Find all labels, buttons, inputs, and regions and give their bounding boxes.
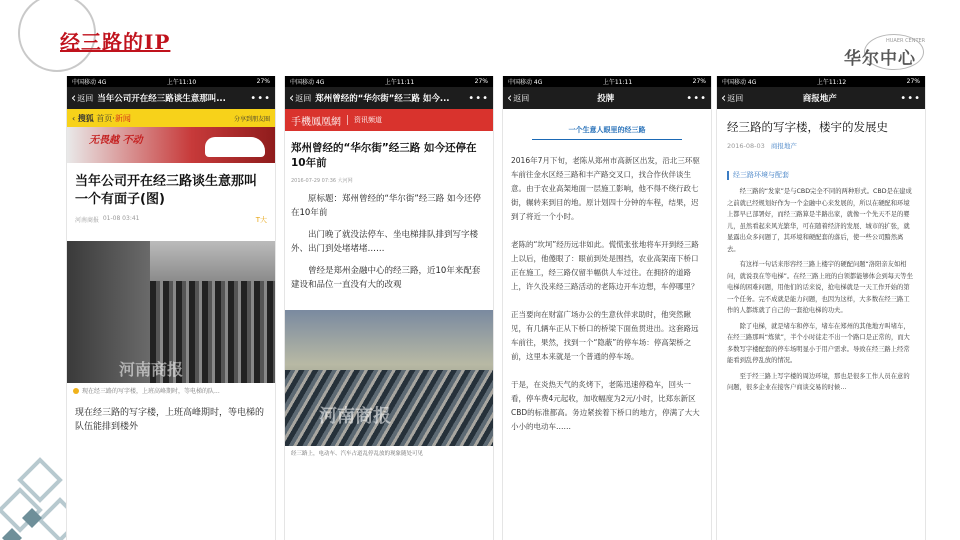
clock: 上午11:11	[384, 79, 415, 86]
share-moments-button[interactable]: 分享到朋友圈	[233, 115, 270, 123]
paragraph: 2016年7月下旬，老陈从郑州市高新区出发，沿北三环驱车前往金水区经三路和丰产路交叉口，找合作伙伴谈生意。由于农业高架地面一层施工影响，他不得不绕行政七街，辗转来到目的地。原计划四十分钟的车程，结果，迟到了将近一个小时。	[511, 156, 700, 221]
article-headline: 经三路的写字楼，楼宇的发展史	[727, 120, 888, 134]
back-button[interactable]: ‹ 返回	[289, 90, 312, 106]
font-size-toggle[interactable]: T大	[255, 216, 267, 224]
brand-name: 华尔中心	[844, 49, 916, 69]
clock: 上午11:10	[166, 79, 197, 86]
status-bar	[503, 76, 711, 87]
article-meta	[717, 139, 925, 162]
ad-banner-text: 无畏越 不动	[89, 135, 143, 146]
breadcrumb-separator: ·	[112, 113, 115, 123]
status-bar	[717, 76, 925, 87]
phone-screenshot-shangbao	[716, 76, 926, 540]
clock: 上午11:11	[602, 79, 633, 86]
ifeng-logo[interactable]: 手機鳳凰網	[291, 116, 341, 128]
photo-watermark: 河南商报	[119, 360, 184, 379]
caption-text: 现在经三路的写字楼，上班高峰期时，等电梯的队...	[82, 388, 220, 395]
nav-title: 郑州曾经的“华尔街”经三路 如今...	[315, 94, 450, 104]
battery-label: 27%	[256, 78, 270, 85]
carrier-label: 中国移动 4G	[722, 79, 757, 86]
chevron-left-icon: ‹	[71, 90, 77, 106]
section-heading	[717, 162, 925, 184]
brand-subtitle: HUAER CENTER	[886, 38, 926, 44]
battery-label: 27%	[692, 78, 706, 85]
carrier-label: 中国移动 4G	[508, 79, 543, 86]
article-body	[717, 184, 925, 400]
nav-title: 当年公司开在经三路谈生意那叫...	[97, 94, 226, 104]
article-photo	[67, 241, 275, 383]
breadcrumb-news[interactable]: 新闻	[114, 113, 131, 123]
brand-logo	[836, 36, 926, 68]
section-heading-text: 经三路环境与配套	[733, 171, 789, 179]
article-body	[503, 140, 711, 462]
back-button[interactable]: ‹ 返回	[71, 90, 94, 106]
chevron-left-icon[interactable]: ‹	[72, 113, 78, 123]
section-bar	[727, 171, 729, 180]
more-icon[interactable]: •••	[250, 92, 271, 104]
photo-watermark: 河南商报	[319, 406, 391, 427]
sohu-logo[interactable]: 搜狐	[77, 113, 94, 123]
paragraph: 除了电梯，就是堵车和停车，堵车在郑州的其他地方叫堵车，在经三路那叫“炼狱”，半个小时徒走不出一个路口是正常的，而大多数写字楼配套的停车场明显小于用户需求。导致在经三路上经常能看到乱停乱放的情况。	[727, 322, 910, 364]
section-heading: 一个生意人眼里的经三路	[532, 125, 682, 140]
nav-bar	[67, 87, 275, 109]
breadcrumb-home[interactable]: 首页	[96, 113, 113, 123]
paragraph: 正当要向在财富广场办公的生意伙伴求助时，他突然瞅见，有几辆车正从下桥口的桥梁下面鱼贯进出。这套路远车前往，果然，找到一个“隐蔽”的停车场：停高架桥之前，这里本来就是一个普通的停车场。	[511, 310, 699, 361]
phone-screenshot-toupai	[502, 76, 712, 540]
chevron-left-icon: ‹	[289, 90, 295, 106]
divider	[347, 115, 348, 125]
paragraph: 于是，在炎热天气的炙烤下，老陈迅速停稳车，回头一看，停车费4元起收，加收幅度为2元/小时，比郑东新区CBD的标准都高。务边紧挨着下桥口的地方，停满了大大小小的电动车……	[511, 380, 700, 431]
chevron-left-icon: ‹	[721, 90, 727, 106]
battery-label: 27%	[906, 78, 920, 85]
paragraph: 有这样一句话来形容经三路上楼宇的硬配问题“洛阳亲友如相问，就说我在等电梯”。在经三路上班的白领都能够体会到每天等坐电梯的困难问题，用他们的话来说，抢电梯就是一天工作开始的第一个任务。完不成就是能力问题，也因为这样，大多数在经三路工作的人都练就了自己的一套抢电梯的功夫。	[727, 261, 913, 314]
sohu-breadcrumb-bar	[67, 109, 275, 127]
carrier-label: 中国移动 4G	[72, 79, 107, 86]
carrier-label: 中国移动 4G	[290, 79, 325, 86]
back-button[interactable]: ‹ 返回	[507, 90, 530, 106]
clock: 上午11:12	[816, 79, 847, 86]
paragraph: 曾经是郑州金融中心的经三路，近10年来配套建设和品位一直没有大的改观	[291, 266, 481, 290]
photo-caption	[67, 383, 275, 398]
nav-bar	[285, 87, 493, 109]
article-meta	[67, 213, 275, 233]
channel-bar	[285, 109, 493, 131]
more-icon[interactable]: •••	[686, 92, 707, 104]
article-source: 河南商报	[75, 217, 100, 224]
battery-label: 27%	[474, 78, 488, 85]
article-meta: 2016-07-29 07:36 大河网	[291, 178, 353, 184]
more-icon[interactable]: •••	[900, 92, 921, 104]
paragraph: 原标题：郑州曾经的“华尔街”经三路 如今还停在10年前	[291, 194, 482, 218]
article-date: 01-08 03:41	[102, 215, 140, 222]
slide-title: 经三路的IP	[60, 30, 171, 54]
phone-screenshot-ifeng	[284, 76, 494, 540]
article-headline: 郑州曾经的“华尔街”经三路 如今还停在10年前	[291, 142, 477, 169]
caption-dot-icon	[73, 388, 79, 394]
paragraph: 老陈的“坎坷”经历远非如此。慌慌张张地将车开到经三路上以后，他傻眼了：眼前到处是围挡，农业高架南下桥口正在施工，经三路仅留半幅供人车过往。在拥挤的道路上，许久没来经三路活动的老陈边开车边想，车停哪里？	[511, 240, 699, 291]
nav-title: 投牌	[597, 94, 615, 104]
paragraph: 至于经三路上写字楼的周边环境，那也是很多工作人员在意的问题，很多企业在接客户商谈交易的时候...	[727, 372, 910, 391]
nav-bar	[717, 87, 925, 109]
nav-bar	[503, 87, 711, 109]
chevron-left-icon: ‹	[507, 90, 513, 106]
nav-title: 商报地产	[802, 94, 837, 104]
more-icon[interactable]: •••	[468, 92, 489, 104]
article-headline: 当年公司开在经三路谈生意那叫一个有面子(图)	[75, 174, 258, 207]
photo-caption: 经三路上，电动车、汽车占道乱停乱放的现象随处可见	[291, 451, 424, 457]
status-bar	[67, 76, 275, 87]
article-photo	[285, 310, 493, 446]
article-body	[285, 190, 493, 302]
back-button[interactable]: ‹ 返回	[721, 90, 744, 106]
phone-screenshot-sohu	[66, 76, 276, 540]
paragraph: 经三路的“发家”是与CBD完全不同的两种形式。CBD是在建成之前就已经规划好作为一个金融中心来发展的，所以在硬配和环境上都早已部署好，而经三路算是半路出家，就像一个先天不足的婴儿，虽然看起来风光繁华，可在随着经济的发展、城市的扩张，就显露出众多问题了，其环境和硬配套的落后，使一些公司黯然离去。	[727, 188, 912, 253]
car-image	[205, 137, 265, 157]
paragraph: 出门晚了就没法停车、坐电梯排队排到写字楼外、出门到处堵堵堵……	[291, 230, 479, 254]
source-link[interactable]: 商报地产	[770, 142, 797, 150]
channel-label[interactable]: 资讯频道	[354, 116, 382, 124]
status-bar	[285, 76, 493, 87]
ad-banner[interactable]	[67, 127, 275, 163]
article-body: 现在经三路的写字楼，上班高峰期时，等电梯的队伍能排到楼外	[75, 408, 265, 432]
article-date: 2016-08-03	[727, 142, 765, 150]
